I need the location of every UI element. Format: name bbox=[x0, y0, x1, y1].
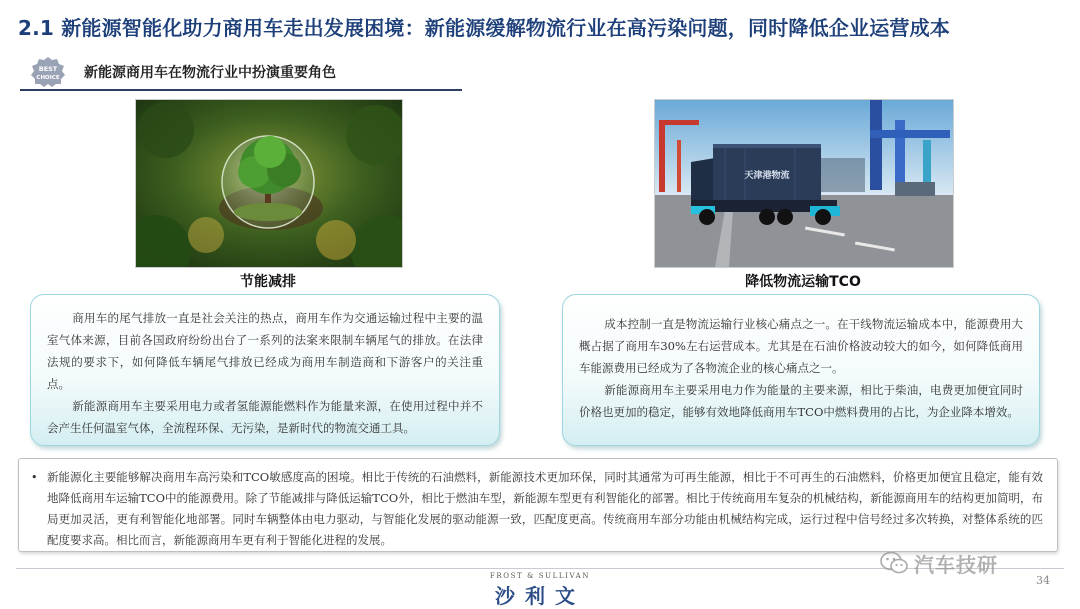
bullet-icon: • bbox=[31, 471, 38, 484]
best-choice-badge bbox=[30, 56, 66, 88]
badge-seal-icon bbox=[30, 56, 66, 88]
right-paragraph-2: 新能源商用车主要采用电力作为能量的主要来源，相比于柴油，电费更加便宜同时价格也更加的稳定，能够有效地降低商用车TCO中燃料费用的占比，为企业降本增效。 bbox=[579, 383, 1023, 419]
section-subheader: 新能源商用车在物流行业中扮演重要角色 bbox=[84, 65, 336, 81]
right-text-card bbox=[562, 294, 1040, 446]
badge-line2: CHOICE bbox=[36, 75, 60, 81]
badge-line1: BEST bbox=[38, 65, 58, 73]
right-paragraph-1: 成本控制一直是物流运输行业核心痛点之一。在干线物流运输成本中，能源费用大概占据了商用车30%左右运营成本。尤其是在石油价格波动较大的如今，如何降低商用车能源费用已经成为了各物流企业的核心痛点之一。 bbox=[579, 317, 1023, 375]
wechat-icon bbox=[880, 550, 908, 576]
summary-text: 新能源化主要能够解决商用车高污染和TCO敏感度高的困境。相比于传统的石油燃料，新能源技术更加环保，同时其通常为可再生能源，相比于不可再生的石油燃料，价格更加便宜且稳定，能有效地降低商用车运输TCO中的能源费用。除了节能减排与降低运输TCO外，相比于燃油车型，新能源车型更有利智能化的部署。相比于传统商用车复杂的机械结构，新能源商用车的结构更加简明，布局更加灵活，更有利智能化地部署。同时车辆整体由电力驱动，与智能化发展的驱动能源一致，匹配度更高。传统商用车部分功能由机械结构完成，运行过程中信号经过多次转换，对整体系统的匹配度要求高。相比而言，新能源商用车更有利于智能化进程的发展。 bbox=[47, 470, 1043, 547]
watermark bbox=[880, 548, 1050, 578]
left-paragraph-1: 商用车的尾气排放一直是社会关注的热点，商用车作为交通运输过程中主要的温室气体来源，目前各国政府纷纷出台了一系列的法案来限制车辆尾气的排放。在法律法规的要求下，如何降低车辆尾气排放已经成为商用车制造商和下游客户的关注重点。 bbox=[47, 311, 483, 391]
brand-english: FROST & SULLIVAN bbox=[489, 572, 591, 580]
eco-globe-photo bbox=[135, 99, 403, 268]
page-number: 34 bbox=[1036, 574, 1050, 587]
right-caption: 降低物流运输TCO bbox=[745, 274, 861, 290]
left-text-card bbox=[30, 294, 500, 446]
left-caption: 节能减排 bbox=[240, 274, 296, 290]
truck-side-label: 天津港物流 bbox=[744, 171, 790, 181]
electric-truck-photo bbox=[654, 99, 954, 268]
watermark-text: 汽车技研 bbox=[914, 552, 998, 577]
left-paragraph-2: 新能源商用车主要采用电力或者氢能源能燃料作为能量来源，在使用过程中并不会产生任何温室气体，全流程环保、无污染，是新时代的物流交通工具。 bbox=[47, 399, 483, 435]
subheader-underline bbox=[20, 89, 462, 91]
brand-logo-text: 沙利文 bbox=[495, 584, 585, 608]
page-title: 2.1 新能源智能化助力商用车走出发展困境：新能源缓解物流行业在高污染问题，同时降低企业运营成本 bbox=[18, 16, 950, 40]
summary-box bbox=[18, 458, 1058, 552]
